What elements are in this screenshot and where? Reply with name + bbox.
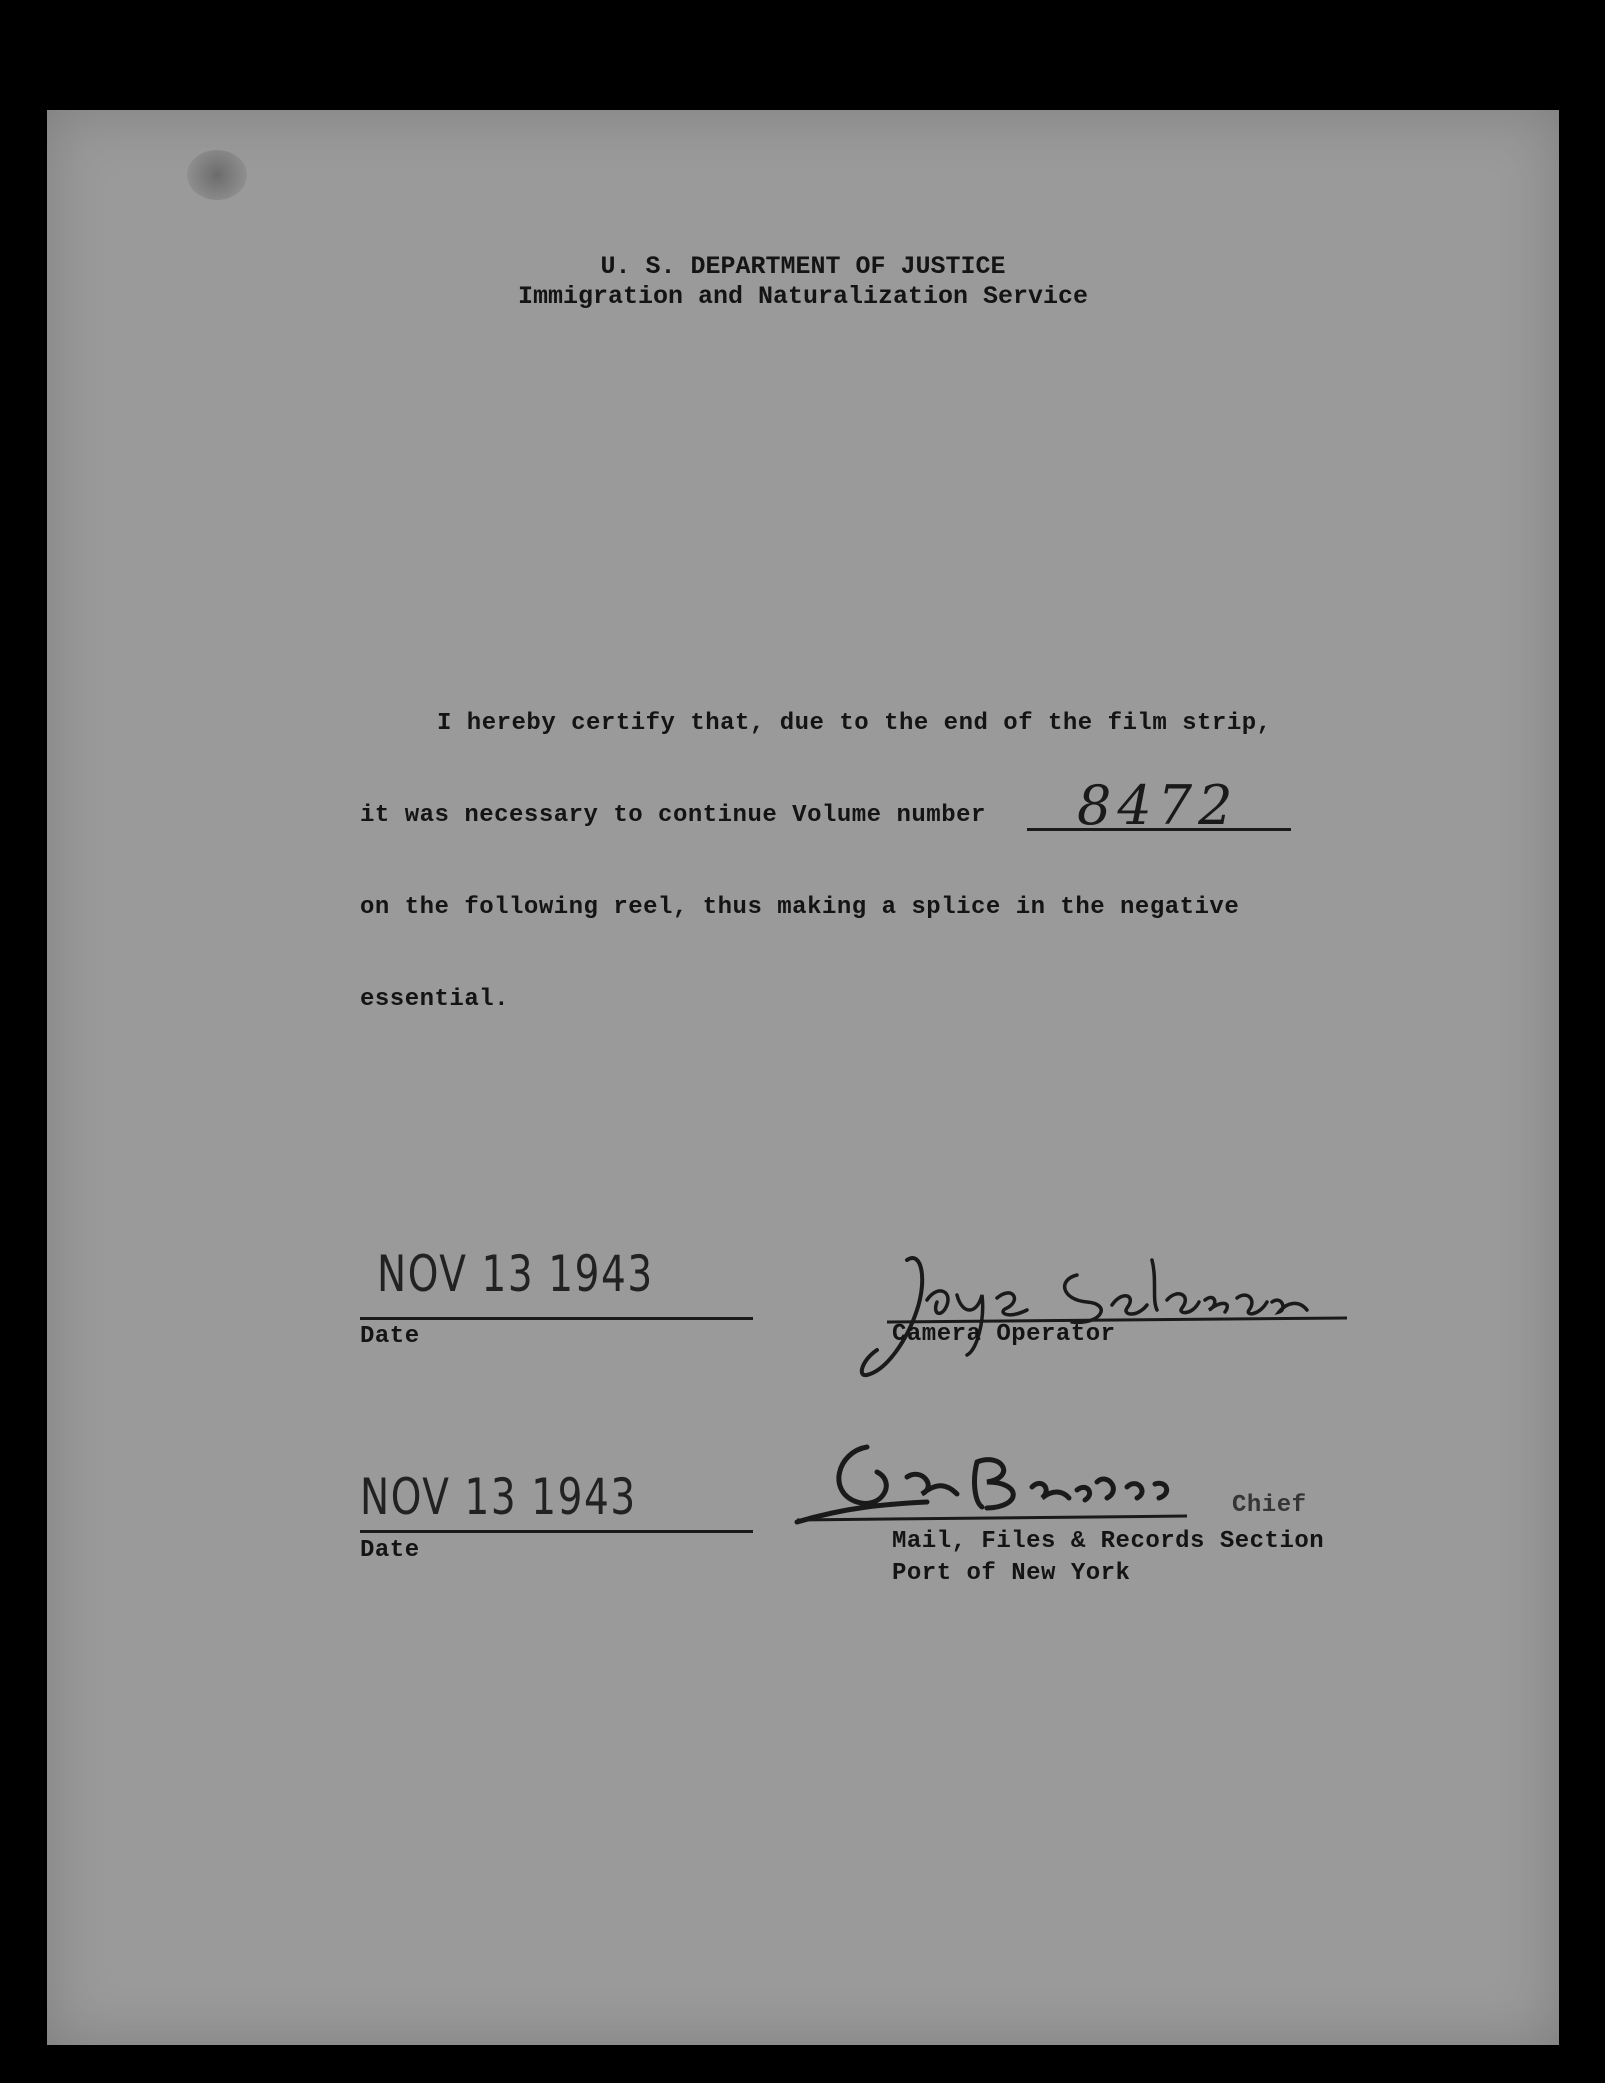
agency-heading: U. S. DEPARTMENT OF JUSTICE [600,252,1006,281]
date-stamp-2: NOV 13 1943 [360,1468,637,1526]
port-title: Port of New York [892,1560,1131,1587]
certify-line-1: I hereby certify that, due to the end of the film strip, [437,710,1272,737]
camera-operator-signature [847,1240,1367,1390]
chief-signature [787,1432,1347,1542]
date-line-2 [360,1530,753,1533]
document-page [47,110,1559,2045]
ink-smudge [187,150,247,200]
certify-line-2: it was necessary to continue Volume number [360,802,986,829]
date-line-1 [360,1317,753,1320]
date-stamp-1: NOV 13 1943 [377,1245,654,1303]
volume-number-handwritten: 8472 [1077,774,1239,837]
certify-line-3: on the following reel, thus making a splice in the negative [360,894,1240,921]
camera-operator-title: Camera Operator [892,1321,1116,1348]
service-heading: Immigration and Naturalization Service [517,282,1089,311]
certify-line-4: essential. [360,986,510,1013]
date-label-1: Date [360,1323,420,1350]
date-label-2: Date [360,1537,420,1564]
section-title: Mail, Files & Records Section [892,1528,1325,1555]
chief-title: Chief [1232,1492,1307,1519]
